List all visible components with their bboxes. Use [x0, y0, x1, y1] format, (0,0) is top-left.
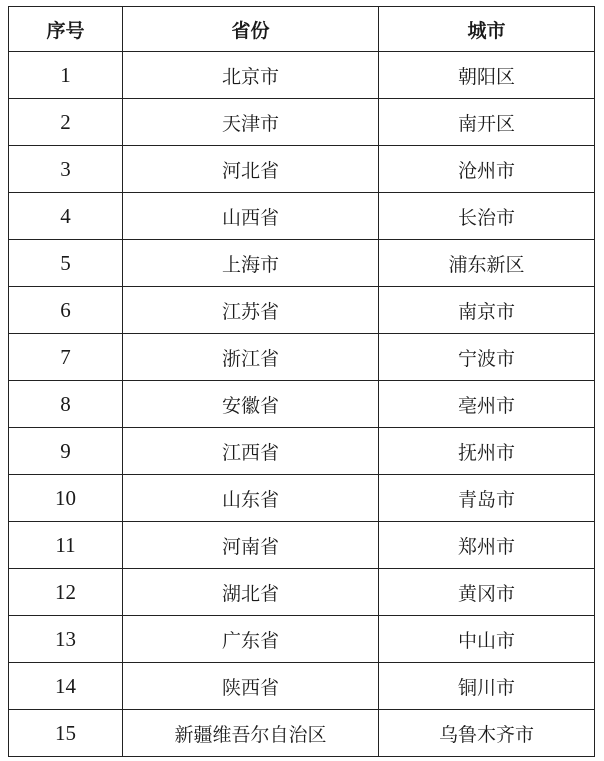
header-index: 序号: [9, 7, 123, 52]
table-row: [9, 475, 595, 522]
cell-city: 朝阳区: [379, 52, 595, 99]
cell-province: 湖北省: [123, 569, 379, 616]
cell-city: 抚州市: [379, 428, 595, 475]
cell-index: 6: [9, 287, 123, 334]
table-row: [9, 522, 595, 569]
cell-province: 新疆维吾尔自治区: [123, 710, 379, 757]
cell-city: 长治市: [379, 193, 595, 240]
region-table: [8, 6, 595, 757]
cell-index: 7: [9, 334, 123, 381]
table-row: [9, 569, 595, 616]
cell-index: 10: [9, 475, 123, 522]
cell-province: 江苏省: [123, 287, 379, 334]
cell-index: 13: [9, 616, 123, 663]
cell-index: 12: [9, 569, 123, 616]
cell-index: 1: [9, 52, 123, 99]
cell-city: 南京市: [379, 287, 595, 334]
cell-province: 上海市: [123, 240, 379, 287]
cell-index: 14: [9, 663, 123, 710]
cell-index: 11: [9, 522, 123, 569]
cell-index: 9: [9, 428, 123, 475]
cell-province: 河南省: [123, 522, 379, 569]
cell-province: 陕西省: [123, 663, 379, 710]
cell-city: 青岛市: [379, 475, 595, 522]
cell-index: 8: [9, 381, 123, 428]
cell-province: 广东省: [123, 616, 379, 663]
table-row: [9, 193, 595, 240]
cell-city: 乌鲁木齐市: [379, 710, 595, 757]
cell-city: 浦东新区: [379, 240, 595, 287]
cell-city: 宁波市: [379, 334, 595, 381]
cell-index: 15: [9, 710, 123, 757]
cell-city: 中山市: [379, 616, 595, 663]
table-row: [9, 240, 595, 287]
cell-city: 沧州市: [379, 146, 595, 193]
table-row: [9, 428, 595, 475]
document-page: [8, 6, 594, 753]
cell-province: 山西省: [123, 193, 379, 240]
cell-city: 南开区: [379, 99, 595, 146]
cell-province: 天津市: [123, 99, 379, 146]
table-row: [9, 99, 595, 146]
cell-index: 3: [9, 146, 123, 193]
table-row: [9, 52, 595, 99]
table-row: [9, 663, 595, 710]
table-row: [9, 334, 595, 381]
cell-province: 浙江省: [123, 334, 379, 381]
cell-province: 山东省: [123, 475, 379, 522]
cell-city: 郑州市: [379, 522, 595, 569]
table-header-row: [9, 7, 595, 52]
cell-province: 北京市: [123, 52, 379, 99]
cell-province: 安徽省: [123, 381, 379, 428]
table-row: [9, 616, 595, 663]
header-province: 省份: [123, 7, 379, 52]
table-row: [9, 710, 595, 757]
header-city: 城市: [379, 7, 595, 52]
table-row: [9, 287, 595, 334]
cell-index: 4: [9, 193, 123, 240]
cell-index: 2: [9, 99, 123, 146]
cell-city: 铜川市: [379, 663, 595, 710]
table-row: [9, 146, 595, 193]
cell-province: 河北省: [123, 146, 379, 193]
cell-city: 亳州市: [379, 381, 595, 428]
cell-city: 黄冈市: [379, 569, 595, 616]
cell-province: 江西省: [123, 428, 379, 475]
cell-index: 5: [9, 240, 123, 287]
table-row: [9, 381, 595, 428]
